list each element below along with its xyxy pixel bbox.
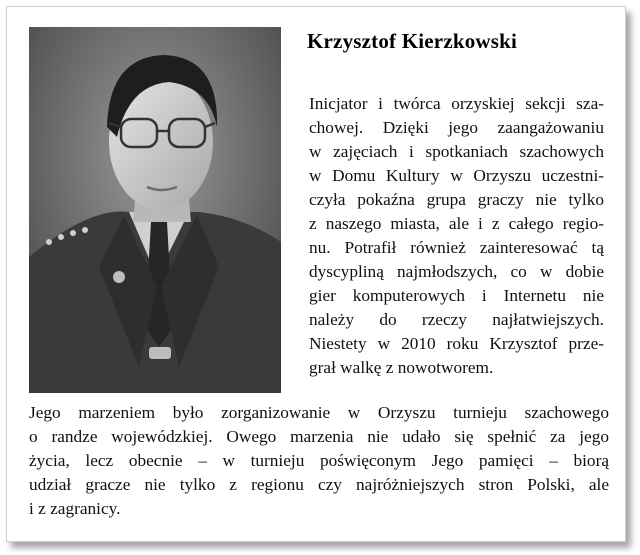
person-name: Krzysztof Kierzkowski xyxy=(307,29,518,53)
bio-line: Inicjator i twórca orzyskiej sekcji sza- xyxy=(309,94,604,113)
portrait-photo xyxy=(29,27,281,393)
bio-line: życia, lecz obecnie – w turnieju poświęconym Jego pamięci – biorą xyxy=(29,451,609,470)
bio-line: w zajęciach i spotkaniach szachowych xyxy=(309,142,604,161)
bio-line: czyła pokaźna grupa graczy nie tylko xyxy=(309,190,604,209)
memorial-card xyxy=(6,6,626,542)
bio-line: nu. Potrafił również zainteresować tą xyxy=(309,238,604,257)
bio-line: chowej. Dzięki jego zaangażowaniu xyxy=(309,118,604,137)
bio-line: grał walkę z nowotworem. xyxy=(309,358,494,377)
bio-line: udział gracze nie tylko z regionu czy najróżniejszych stron Polski, ale xyxy=(29,475,609,494)
bio-line: i z zagranicy. xyxy=(29,499,121,518)
bio-line: dyscypliną najmłodszych, co w dobie xyxy=(309,262,604,281)
bio-line: Niestety w 2010 roku Krzysztof prze- xyxy=(309,334,604,353)
bio-line: Jego marzeniem było zorganizowanie w Orzyszu turnieju szachowego xyxy=(29,403,609,422)
bio-line: z naszego miasta, ale i z całego regio- xyxy=(309,214,604,233)
bio-line: należy do rzeczy najłatwiejszych. xyxy=(309,310,604,329)
bio-line: gier komputerowych i Internetu nie xyxy=(309,286,604,305)
bio-line: w Domu Kultury w Orzyszu uczestni- xyxy=(309,166,604,185)
bio-line: o randze wojewódzkiej. Owego marzenia nie udało się spełnić za jego xyxy=(29,427,609,446)
